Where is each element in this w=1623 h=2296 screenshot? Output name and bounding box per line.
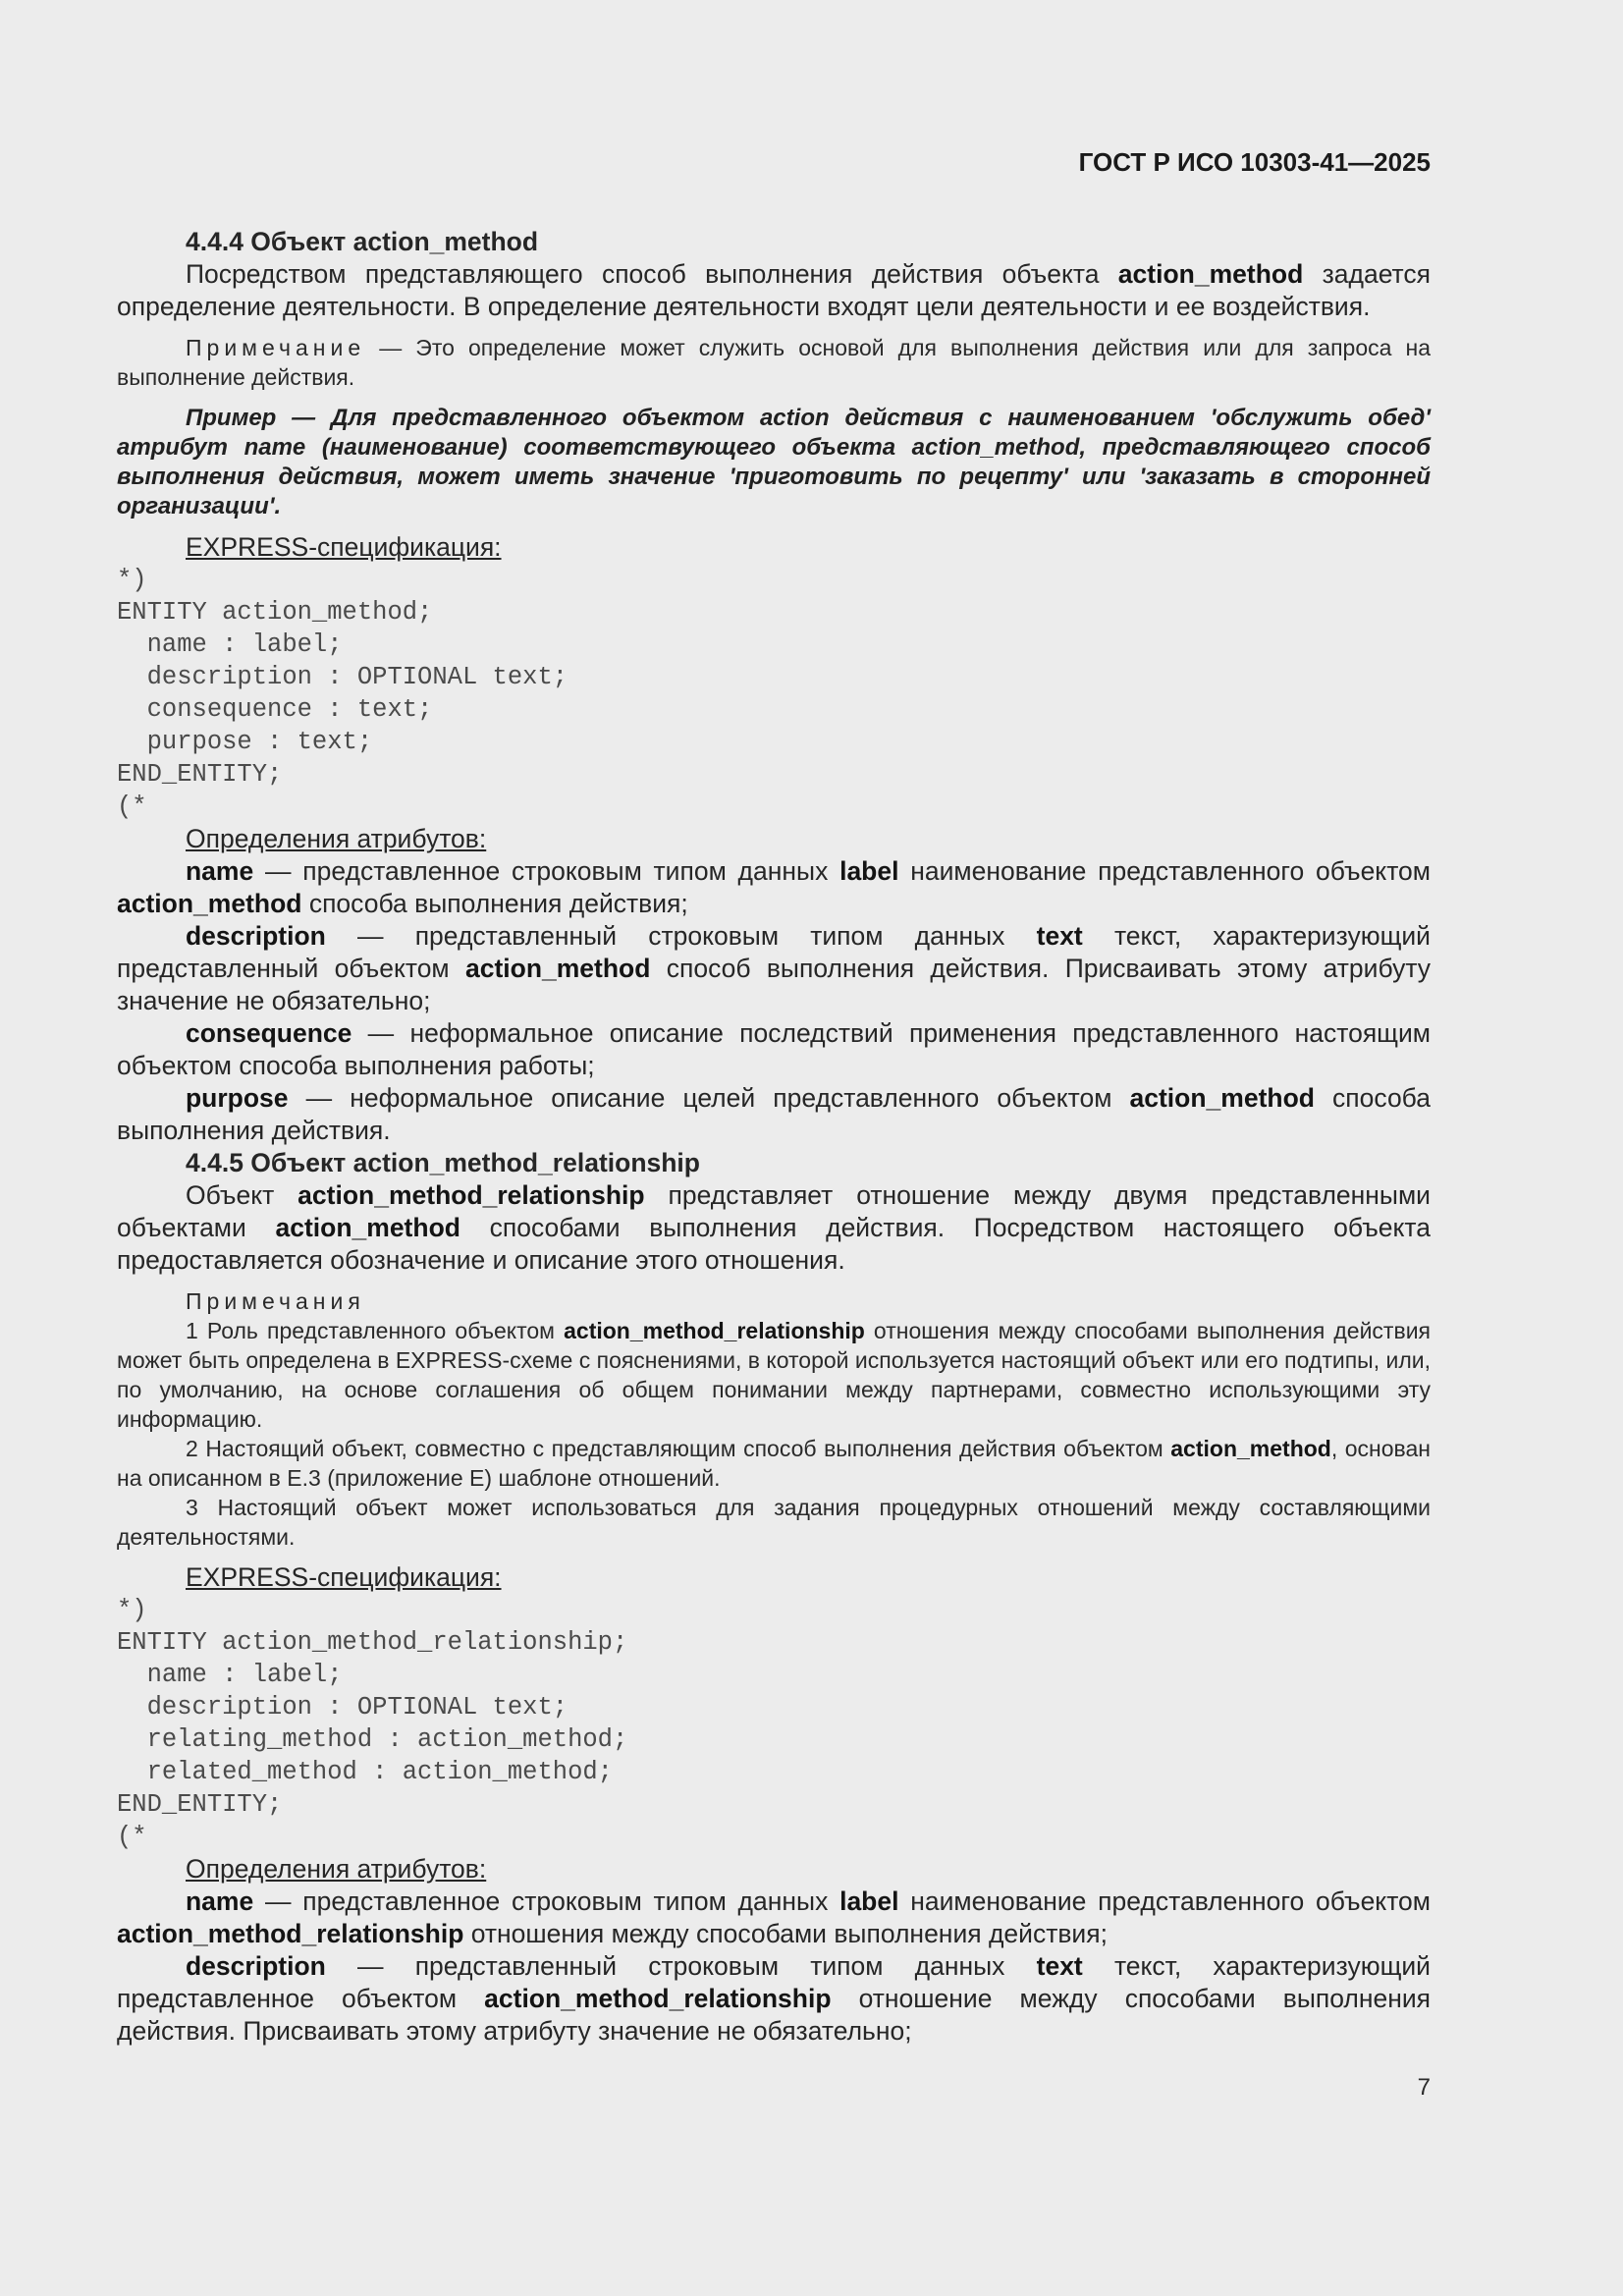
- note-3: 3 Настоящий объект может использоваться для задания процедурных отношений между составляющими деятельностями.: [117, 1495, 1431, 1550]
- section-heading-4-4-5: 4.4.5 Объект action_method_relationship: [186, 1148, 700, 1177]
- page-number: 7: [1417, 2074, 1431, 2101]
- attribute-description-definition: description — представленный строковым типом данных text текст, характеризующий представленное объектом action_method_relationship отношение между способами выполнения действия. Присваивать этому атрибуту значение не обязательно;: [117, 1951, 1431, 2046]
- page-content: [117, 226, 1431, 2048]
- note-label: Примечание: [186, 335, 366, 360]
- section-heading-4-4-4: 4.4.4 Объект action_method: [186, 227, 539, 256]
- notes-label: Примечания: [186, 1288, 365, 1314]
- attribute-definitions-label: Определения атрибутов:: [186, 1854, 487, 1884]
- attribute-name-definition: name — представленное строковым типом данных label наименование представленного объектом action_method способа выполнения действия;: [117, 856, 1431, 918]
- paragraph: Объект action_method_relationship представляет отношение между двумя представленными объектами action_method способами выполнения действия. Посредством настоящего объекта предоставляется обозначение и описание этого отношения.: [117, 1180, 1431, 1275]
- attribute-description-definition: description — представленный строковым типом данных text текст, характеризующий представленный объектом action_method способ выполнения действия. Присваивать этому атрибуту значение не обязательно;: [117, 921, 1431, 1015]
- attribute-purpose-definition: purpose — неформальное описание целей представленного объектом action_method способа выполнения действия.: [117, 1083, 1431, 1145]
- paragraph: Посредством представляющего способ выполнения действия объекта action_method задается определение деятельности. В определение деятельности входят цели деятельности и ее воздействия.: [117, 259, 1431, 321]
- attribute-consequence-definition: consequence — неформальное описание последствий применения представленного настоящим объектом способа выполнения работы;: [117, 1018, 1431, 1080]
- express-code-block: *) ENTITY action_method; name : label; description : OPTIONAL text; consequence : text; purpose : text; END_ENTITY; (*: [117, 566, 568, 821]
- express-spec-label: EXPRESS-спецификация:: [186, 532, 502, 562]
- document-id: ГОСТ Р ИСО 10303-41—2025: [1078, 147, 1431, 177]
- express-spec-label: EXPRESS-спецификация:: [186, 1562, 502, 1592]
- attribute-name-definition: name — представленное строковым типом данных label наименование представленного объектом action_method_relationship отношения между способами выполнения действия;: [117, 1886, 1431, 1948]
- note-1: 1 Роль представленного объектом action_method_relationship отношения между способами выполнения действия может быть определена в EXPRESS-схеме с пояснениями, в которой используется настоящий объект или его подтипы, или, по умолчанию, на основе соглашения об общем понимании между партнерами, совместно использующими эту информацию.: [117, 1318, 1431, 1432]
- example-text: Пример — Для представленного объектом action действия с наименованием 'обслужить обед' атрибут name (наименование) соответствующего объекта action_method, представляющего способ выполнения действия, может иметь значение 'приготовить по рецепту' или 'заказать в сторонней организации'.: [117, 405, 1431, 519]
- express-code-block: *) ENTITY action_method_relationship; name : label; description : OPTIONAL text; relating_method : action_method; related_method : action_method; END_ENTITY; (*: [117, 1596, 628, 1851]
- note-2: 2 Настоящий объект, совместно с представляющим способ выполнения действия объектом action_method, основан на описанном в Е.3 (приложение Е) шаблоне отношений.: [117, 1436, 1431, 1491]
- note: Примечание — Это определение может служить основой для выполнения действия или для запроса на выполнение действия.: [117, 335, 1431, 390]
- attribute-definitions-label: Определения атрибутов:: [186, 824, 487, 853]
